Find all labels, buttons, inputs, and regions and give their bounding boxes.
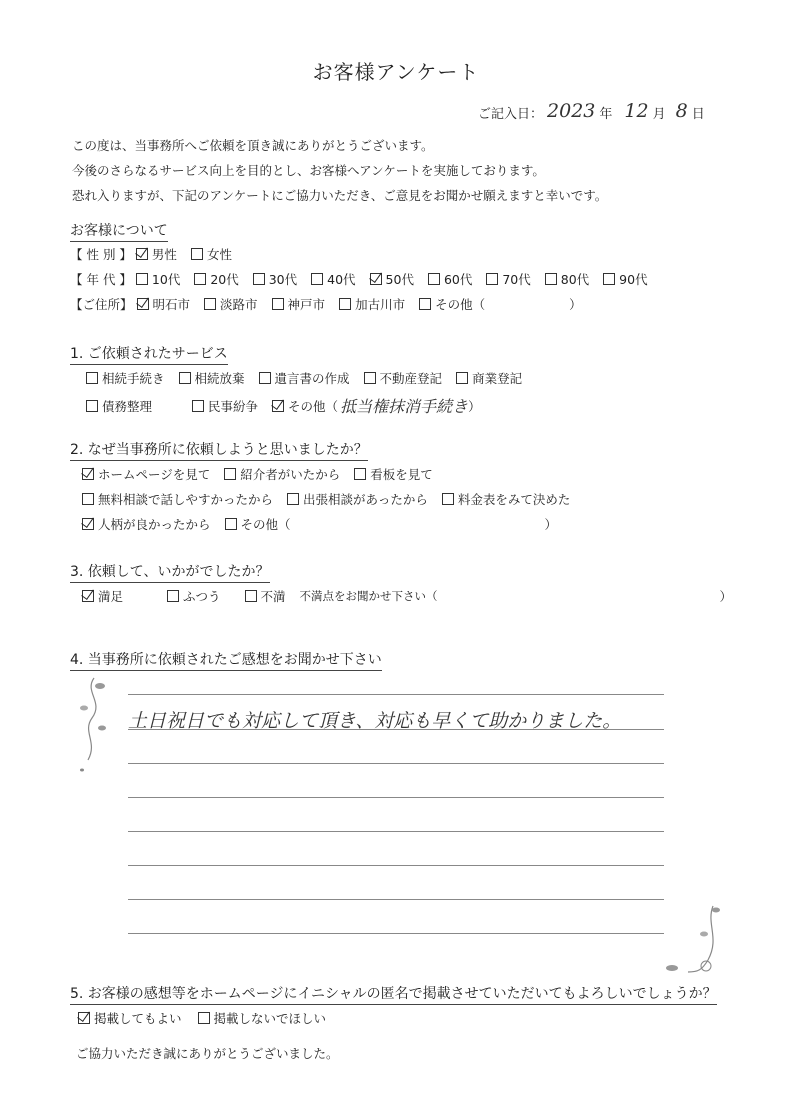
option-debt[interactable]: 債務整理	[86, 397, 152, 415]
checkbox-checked[interactable]	[370, 273, 382, 285]
date-day-unit: 日	[691, 107, 705, 122]
option-female[interactable]: 女性	[191, 245, 232, 263]
checkbox[interactable]	[545, 273, 557, 285]
date-month: 12	[624, 100, 649, 122]
date-year-unit: 年	[599, 107, 613, 122]
q2-row-2	[82, 490, 584, 508]
q2-heading: 2. なぜ当事務所に依頼しようと思いましたか？	[70, 439, 368, 461]
option-publish-no[interactable]: 掲載しないでほしい	[198, 1009, 327, 1027]
option-age-60[interactable]: 60代	[428, 270, 472, 288]
checkbox[interactable]	[224, 468, 236, 480]
vine-decoration-right	[658, 900, 728, 980]
option-civil[interactable]: 民事紛争	[192, 397, 258, 415]
option-dissatisfied[interactable]: 不満	[245, 587, 286, 605]
option-inheritance[interactable]: 相続手続き	[86, 369, 165, 387]
q2-row-1	[82, 465, 447, 483]
option-age-30[interactable]: 30代	[253, 270, 297, 288]
age-row	[70, 270, 662, 288]
checkbox[interactable]	[245, 590, 257, 602]
option-visit-consult[interactable]: 出張相談があったから	[287, 490, 428, 508]
option-age-20[interactable]: 20代	[194, 270, 238, 288]
checkbox[interactable]	[225, 518, 237, 530]
address-row	[70, 295, 582, 313]
option-kakogawa[interactable]: 加古川市	[339, 295, 405, 313]
checkbox-checked[interactable]	[82, 468, 94, 480]
option-age-70[interactable]: 70代	[486, 270, 530, 288]
comment-line	[128, 865, 664, 866]
comment-line	[128, 763, 664, 764]
date-field	[478, 100, 705, 122]
checkbox[interactable]	[442, 493, 454, 505]
option-normal[interactable]: ふつう	[167, 587, 221, 605]
option-signboard[interactable]: 看板を見て	[354, 465, 433, 483]
q2-row-3	[82, 515, 557, 533]
option-age-90[interactable]: 90代	[603, 270, 647, 288]
intro-line-1: この度は、当事務所へご依頼を頂き誠にありがとうございます。	[72, 138, 434, 153]
comment-line	[128, 797, 664, 798]
option-fee-table[interactable]: 料金表をみて決めた	[442, 490, 571, 508]
checkbox[interactable]	[86, 400, 98, 412]
checkbox[interactable]	[198, 1012, 210, 1024]
q1-other-handwritten: 抵当権抹消手続き	[340, 397, 469, 416]
q3-note: 不満点をお聞かせ下さい（	[299, 589, 438, 603]
checkbox[interactable]	[339, 298, 351, 310]
checkbox[interactable]	[204, 298, 216, 310]
option-akashi[interactable]: 明石市	[137, 295, 191, 313]
option-male[interactable]: 男性	[136, 245, 177, 263]
checkbox[interactable]	[179, 372, 191, 384]
checkbox[interactable]	[272, 298, 284, 310]
comment-line	[128, 831, 664, 832]
age-label: 【 年 代 】	[70, 272, 132, 287]
gender-row	[70, 245, 246, 263]
q1-row-2	[86, 394, 481, 417]
checkbox[interactable]	[456, 372, 468, 384]
checkbox[interactable]	[194, 273, 206, 285]
q3-heading: 3. 依頼して、いかがでしたか？	[70, 561, 270, 583]
checkbox[interactable]	[428, 273, 440, 285]
checkbox-checked[interactable]	[136, 248, 148, 260]
checkbox[interactable]	[253, 273, 265, 285]
option-awaji[interactable]: 淡路市	[204, 295, 258, 313]
address-other-close: ）	[569, 297, 582, 312]
intro-line-2: 今後のさらなるサービス向上を目的とし、お客様へアンケートを実施しております。	[72, 163, 545, 178]
option-age-50[interactable]: 50代	[370, 270, 414, 288]
q5-row	[78, 1009, 340, 1027]
closing-message: ご協力いただき誠にありがとうございました。	[76, 1046, 339, 1061]
checkbox[interactable]	[192, 400, 204, 412]
checkbox[interactable]	[167, 590, 179, 602]
q2-other-close: ）	[544, 517, 558, 532]
checkbox[interactable]	[191, 248, 203, 260]
checkbox-checked[interactable]	[78, 1012, 90, 1024]
date-year: 2023	[547, 100, 596, 122]
option-age-10[interactable]: 10代	[136, 270, 180, 288]
q4-heading: 4. 当事務所に依頼されたご感想をお聞かせ下さい	[70, 649, 382, 671]
customer-heading: お客様について	[70, 220, 168, 242]
comment-line	[128, 899, 664, 900]
checkbox[interactable]	[354, 468, 366, 480]
option-will[interactable]: 遺言書の作成	[259, 369, 350, 387]
option-free-consult[interactable]: 無料相談で話しやすかったから	[82, 490, 273, 508]
option-real-estate[interactable]: 不動産登記	[364, 369, 443, 387]
q5-heading: 5. お客様の感想等をホームページにイニシャルの匿名で掲載させていただいてもよろしいでしょうか？	[70, 983, 717, 1005]
checkbox[interactable]	[259, 372, 271, 384]
checkbox[interactable]	[486, 273, 498, 285]
option-personality[interactable]: 人柄が良かったから	[82, 515, 211, 533]
checkbox[interactable]	[136, 273, 148, 285]
vine-decoration-left	[74, 672, 114, 782]
checkbox-checked[interactable]	[137, 298, 149, 310]
checkbox[interactable]	[419, 298, 431, 310]
intro-line-3: 恐れ入りますが、下記のアンケートにご協力いただき、ご意見をお聞かせ願えますと幸いです。	[72, 188, 608, 203]
option-q2-other[interactable]: その他（	[225, 515, 291, 533]
q3-close: ）	[719, 589, 733, 604]
option-referral[interactable]: 紹介者がいたから	[224, 465, 340, 483]
q4-comment-handwritten: 土日祝日でも対応して頂き、対応も早くて助かりました。	[128, 710, 622, 732]
date-label: ご記入日：	[478, 107, 544, 122]
option-satisfied[interactable]: 満足	[82, 587, 123, 605]
checkbox[interactable]	[311, 273, 323, 285]
checkbox[interactable]	[364, 372, 376, 384]
q3-row	[82, 587, 732, 605]
page-title: お客様アンケート	[312, 60, 480, 84]
option-kobe[interactable]: 神戸市	[272, 295, 326, 313]
checkbox[interactable]	[86, 372, 98, 384]
q1-heading: 1. ご依頼されたサービス	[70, 343, 228, 365]
q1-other-close: ）	[468, 398, 481, 414]
checkbox[interactable]	[82, 493, 94, 505]
checkbox[interactable]	[603, 273, 615, 285]
option-publish-ok[interactable]: 掲載してもよい	[78, 1009, 182, 1027]
q1-row-1	[86, 369, 536, 387]
option-homepage[interactable]: ホームページを見て	[82, 465, 210, 483]
comment-line	[128, 694, 664, 695]
gender-label: 【 性 別 】	[70, 247, 132, 262]
option-q1-other[interactable]: その他（	[272, 397, 338, 415]
option-age-40[interactable]: 40代	[311, 270, 355, 288]
checkbox-checked[interactable]	[82, 590, 94, 602]
checkbox[interactable]	[287, 493, 299, 505]
option-address-other[interactable]: その他（	[419, 295, 485, 313]
date-month-unit: 月	[652, 107, 666, 122]
checkbox-checked[interactable]	[82, 518, 94, 530]
option-renunciation[interactable]: 相続放棄	[179, 369, 245, 387]
option-age-80[interactable]: 80代	[545, 270, 589, 288]
address-label: 【ご住所】	[70, 297, 133, 312]
option-commercial[interactable]: 商業登記	[456, 369, 522, 387]
comment-line	[128, 933, 664, 934]
checkbox-checked[interactable]	[272, 400, 284, 412]
date-day: 8	[675, 100, 688, 122]
